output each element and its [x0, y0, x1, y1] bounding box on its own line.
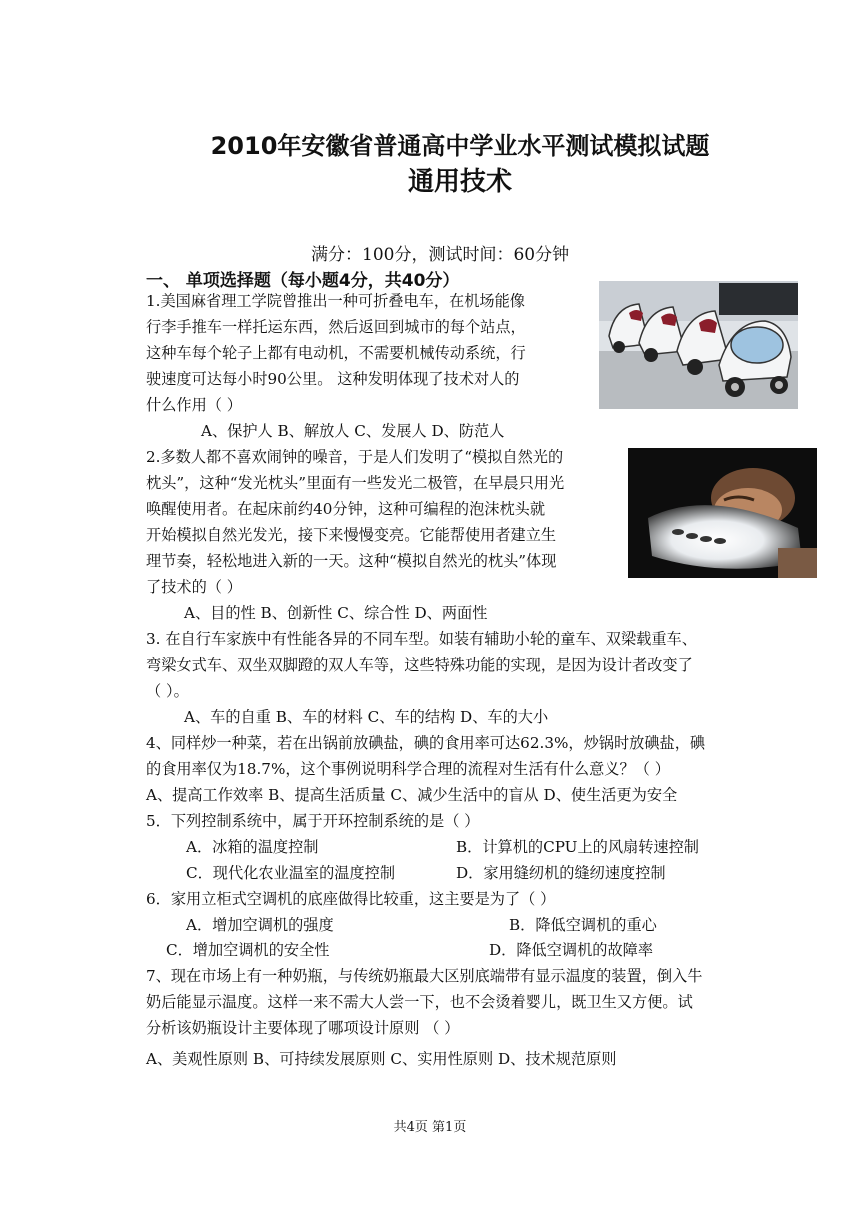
glowing-pillow-photo — [628, 448, 817, 578]
q2-line-1: 2.多数人都不喜欢闹钟的噪音，于是人们发明了“模拟自然光的 — [146, 448, 564, 466]
q1-line-5: 什么作用（ ） — [146, 396, 242, 414]
q6-option-c: C．增加空调机的安全性 — [166, 941, 330, 959]
q1-line-4: 驶速度可达每小时90公里。 这种发明体现了技术对人的 — [146, 370, 520, 388]
q1-options: A、保护人 B、解放人 C、发展人 D、防范人 — [201, 422, 505, 440]
q2-line-4: 开始模拟自然光发光，接下来慢慢变亮。它能帮使用者建立生 — [146, 526, 557, 544]
q1-line-2: 行李手推车一样托运东西，然后返回到城市的每个站点， — [146, 318, 526, 336]
q2-line-5: 理节奏，轻松地进入新的一天。这种“模拟自然光的枕头”体现 — [146, 552, 557, 570]
pillow-image — [628, 448, 817, 578]
q2-line-3: 唤醒使用者。在起床前约40分钟，这种可编程的泡沫枕头就 — [146, 500, 546, 518]
q5-option-a: A．冰箱的温度控制 — [186, 838, 319, 856]
q6-stem: 6．家用立柜式空调机的底座做得比较重，这主要是为了（ ） — [146, 890, 556, 908]
q5-option-b: B．计算机的CPU上的风扇转速控制 — [456, 838, 699, 856]
q3-line-1: 3. 在自行车家族中有性能各异的不同车型。如装有辅助小轮的童车、双梁载重车、 — [146, 630, 697, 648]
q7-line-2: 奶后能显示温度。这样一来不需大人尝一下，也不会烫着婴儿，既卫生又方便。试 — [146, 993, 693, 1011]
q1-line-1: 1.美国麻省理工学院曾推出一种可折叠电车，在机场能像 — [146, 292, 525, 310]
q6-option-d: D．降低空调机的故障率 — [489, 941, 654, 959]
q2-line-2: 枕头”，这种“发光枕头”里面有一些发光二极管，在早晨只用光 — [146, 474, 565, 492]
q4-line-1: 4、同样炒一种菜，若在出锅前放碘盐，碘的食用率可达62.3%，炒锅时放碘盐，碘 — [146, 734, 706, 752]
q2-line-6: 了技术的（ ） — [146, 578, 242, 596]
q3-line-2: 弯梁女式车、双坐双脚蹬的双人车等，这些特殊功能的实现，是因为设计者改变了 — [146, 656, 693, 674]
score-time-info: 满分：100分，测试时间：60分钟 — [311, 245, 570, 265]
q5-option-c: C．现代化农业温室的温度控制 — [186, 864, 396, 882]
q6-option-b: B．降低空调机的重心 — [509, 916, 657, 934]
q3-options: A、车的自重 B、车的材料 C、车的结构 D、车的大小 — [184, 708, 549, 726]
folding-car-image — [599, 281, 798, 409]
q1-line-3: 这种车每个轮子上都有电动机，不需要机械传动系统，行 — [146, 344, 526, 362]
section-title: 一、 单项选择题（每小题4分，共40分） — [146, 271, 460, 291]
q7-line-3: 分析该奶瓶设计主要体现了哪项设计原则 （ ） — [146, 1019, 460, 1037]
q4-options: A、提高工作效率 B、提高生活质量 C、减少生活中的盲从 D、使生活更为安全 — [146, 786, 678, 804]
q6-option-a: A．增加空调机的强度 — [186, 916, 334, 934]
q7-line-1: 7、现在市场上有一种奶瓶，与传统奶瓶最大区别底端带有显示温度的装置，倒入牛 — [146, 967, 703, 985]
q7-options: A、美观性原则 B、可持续发展原则 C、实用性原则 D、技术规范原则 — [146, 1050, 617, 1068]
q5-stem: 5．下列控制系统中，属于开环控制系统的是（ ） — [146, 812, 480, 830]
page-footer: 共4页 第1页 — [393, 1120, 467, 1135]
exam-title: 2010年安徽省普通高中学业水平测试模拟试题 — [210, 132, 710, 160]
q5-option-d: D．家用缝纫机的缝纫速度控制 — [456, 864, 666, 882]
folding-car-photo — [599, 281, 798, 409]
subject-title: 通用技术 — [407, 167, 512, 197]
q3-line-3: （ ）。 — [146, 682, 189, 700]
q4-line-2: 的食用率仅为18.7%，这个事例说明科学合理的流程对生活有什么意义？（ ） — [146, 760, 670, 778]
q2-options: A、目的性 B、创新性 C、综合性 D、两面性 — [184, 604, 488, 622]
